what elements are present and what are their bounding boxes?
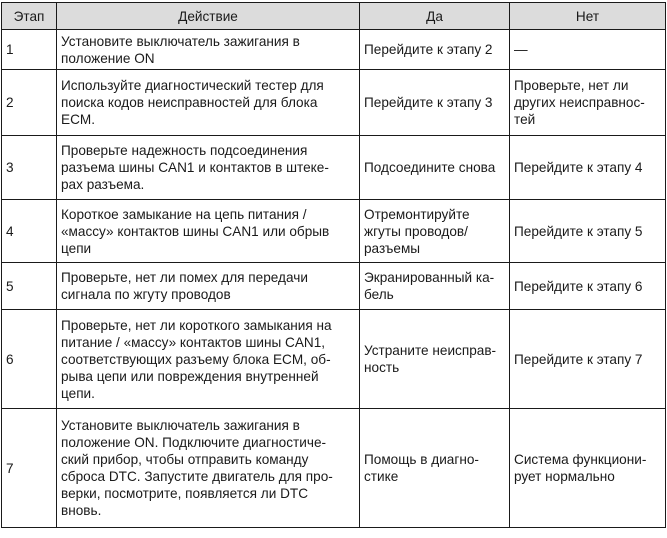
no-line: тей — [514, 112, 536, 127]
action-line: питание / «массу» контактов шины CAN1, — [61, 334, 326, 350]
yes-line: бель — [364, 287, 394, 302]
action-line: вновь. — [61, 503, 102, 518]
yes-cell — [360, 263, 510, 310]
step-cell: 5 — [2, 263, 57, 310]
action-cell — [57, 263, 360, 310]
step-cell: 6 — [2, 310, 57, 409]
action-line: рах разъема. — [61, 177, 145, 192]
no-cell — [510, 409, 666, 528]
action-cell — [57, 30, 360, 70]
yes-line: стике — [364, 469, 399, 484]
table-row — [2, 30, 666, 70]
header-step: Этап — [2, 3, 57, 30]
step-cell: 4 — [2, 200, 57, 263]
no-line: Перейдите к этапу 5 — [514, 223, 643, 239]
action-line: Проверьте надежность подсоединения — [61, 143, 308, 158]
action-line: Установите выключатель зажигания в — [61, 418, 300, 433]
no-line: Проверьте, нет ли — [514, 78, 629, 93]
table-row — [2, 263, 666, 310]
step-cell: 2 — [2, 70, 57, 136]
no-cell — [510, 30, 666, 70]
no-line: Система функциони- — [514, 452, 647, 467]
action-line: сброса DTC. Запустите двигатель для про- — [61, 469, 333, 484]
action-line: цепи. — [61, 385, 95, 401]
yes-cell — [360, 136, 510, 200]
no-cell — [510, 136, 666, 200]
action-line: Проверьте, нет ли короткого замыкания на — [61, 317, 332, 333]
yes-line: жгуты проводов/ — [364, 223, 468, 239]
table-row — [2, 70, 666, 136]
action-line: ский прибор, чтобы отправить команду — [61, 452, 309, 467]
header-action: Действие — [57, 3, 360, 30]
yes-line: Перейдите к этапу 3 — [364, 95, 493, 110]
step-cell: 3 — [2, 136, 57, 200]
action-line: Проверьте, нет ли помех для передачи — [61, 270, 308, 285]
table-row — [2, 409, 666, 528]
action-line: «массу» контактов шины CAN1 или обрыв — [61, 223, 330, 239]
action-line: Короткое замыкание на цепь питания / — [61, 206, 307, 222]
no-cell — [510, 310, 666, 409]
no-line: рует нормально — [514, 469, 615, 484]
table-row — [2, 200, 666, 263]
yes-line: ность — [364, 360, 400, 375]
diagnostic-table — [1, 2, 666, 528]
header-no: Нет — [510, 3, 666, 30]
action-line: поиска кодов неисправностей для блока — [61, 95, 318, 110]
action-line: разъема шины CAN1 и контактов в штеке- — [61, 160, 329, 175]
action-cell — [57, 200, 360, 263]
yes-cell — [360, 310, 510, 409]
action-cell — [57, 409, 360, 528]
action-cell — [57, 136, 360, 200]
no-line: — — [514, 42, 528, 57]
yes-line: Экранированный ка- — [364, 270, 495, 285]
yes-cell — [360, 409, 510, 528]
yes-cell — [360, 70, 510, 136]
action-line: соответствующих разъему блока ECM, об- — [61, 351, 331, 367]
no-line: Перейдите к этапу 4 — [514, 160, 643, 175]
header-yes: Да — [360, 3, 510, 30]
yes-line: Устраните неисправ- — [364, 343, 497, 358]
action-line: рыва цепи или повреждения внутренней — [61, 368, 319, 384]
action-cell — [57, 70, 360, 136]
step-cell: 1 — [2, 30, 57, 70]
action-line: сигнала по жгуту проводов — [61, 287, 231, 302]
no-line: других неисправнос- — [514, 95, 645, 110]
action-cell — [57, 310, 360, 409]
action-line: ECM. — [61, 112, 95, 127]
action-line: цепи — [61, 240, 92, 256]
yes-line: Помощь в диагно- — [364, 452, 479, 467]
yes-cell — [360, 200, 510, 263]
no-cell — [510, 200, 666, 263]
no-line: Перейдите к этапу 6 — [514, 278, 643, 294]
yes-line: Перейдите к этапу 2 — [364, 42, 493, 57]
no-cell — [510, 70, 666, 136]
action-line: верки, посмотрите, появляется ли DTC — [61, 486, 309, 501]
yes-cell — [360, 30, 510, 70]
step-cell: 7 — [2, 409, 57, 528]
action-line: положение ON. Подключите диагностиче- — [61, 435, 327, 450]
header-row — [2, 3, 666, 30]
table-row — [2, 136, 666, 200]
yes-line: Отремонтируйте — [364, 206, 470, 222]
yes-line: Подсоедините снова — [364, 160, 496, 175]
action-line: Установите выключатель зажигания в — [61, 33, 300, 49]
action-line: положение ON — [61, 50, 155, 66]
table-row — [2, 310, 666, 409]
action-line: Используйте диагностический тестер для — [61, 78, 324, 93]
yes-line: разъемы — [364, 240, 421, 256]
no-cell — [510, 263, 666, 310]
no-line: Перейдите к этапу 7 — [514, 351, 643, 367]
